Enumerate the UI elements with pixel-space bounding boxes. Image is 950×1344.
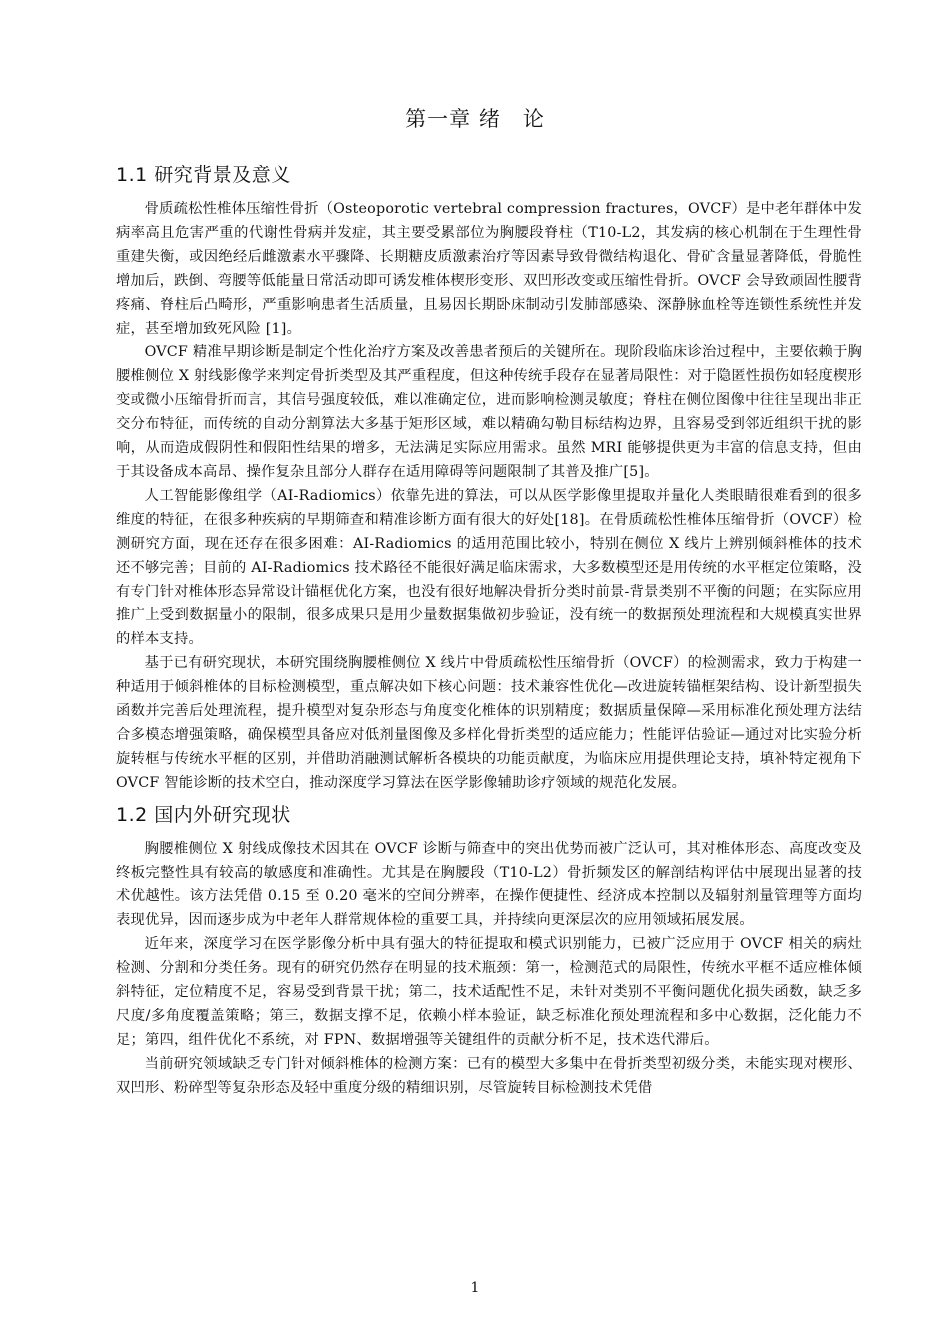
chapter-title: 第一章 绪 论: [405, 107, 545, 131]
paragraph: OVCF 精准早期诊断是制定个性化治疗方案及改善患者预后的关键所在。现阶段临床诊治过程中，主要依赖于胸腰椎侧位 X 射线影像学来判定骨折类型及其严重程度，但这种传统手段存在显著局限性：对于隐匿性损伤如轻度楔形变或微小压缩骨折而言，其信号强度较低，难以准确定位，进而影响检测灵敏度；脊柱在侧位图像中往往呈现出非正交分布特征，而传统的自动分割算法大多基于矩形区域，难以精确勾勒目标结构边界，且容易受到邻近组织干扰的影响，从而造成假阴性和假阳性结果的增多，无法满足实际应用需求。虽然 MRI 能够提供更为丰富的信息支持，但由于其设备成本高昂、操作复杂且部分人群存在适用障碍等问题限制了其普及推广[5]。: [116, 344, 862, 480]
page-number: 1: [470, 1280, 480, 1296]
paragraph: 当前研究领域缺乏专门针对倾斜椎体的检测方案：已有的模型大多集中在骨折类型初级分类，未能实现对楔形、双凹形、粉碎型等复杂形态及轻中重度分级的精细识别，尽管旋转目标检测技术凭借: [116, 1055, 862, 1096]
paragraph: 人工智能影像组学（AI-Radiomics）依靠先进的算法，可以从医学影像里提取并量化人类眼睛很难看到的很多维度的特征，在很多种疾病的早期筛查和精准诊断方面有很大的好处[18]。在骨质疏松性椎体压缩骨折（OVCF）检测研究方面，现在还存在很多困难：AI-Radiomics 的适用范围比较小，特别在侧位 X 线片上辨别倾斜椎体的技术还不够完善；目前的 AI-Radiomics 技术路径不能很好满足临床需求，大多数模型还是用传统的水平框定位策略，没有专门针对椎体形态异常设计锚框优化方案，也没有很好地解决骨折分类时前景-背景类别不平衡的问题；在实际应用推广上受到数据量小的限制，很多成果只是用少量数据集做初步验证，没有统一的数据预处理流程和大规模真实世界的样本支持。: [116, 487, 862, 648]
paragraph: 基于已有研究现状，本研究围绕胸腰椎侧位 X 线片中骨质疏松性压缩骨折（OVCF）的检测需求，致力于构建一种适用于倾斜椎体的目标检测模型，重点解决如下核心问题：技术兼容性优化—改进旋转锚框架结构、设计新型损失函数并完善后处理流程，提升模型对复杂形态与角度变化椎体的识别精度；数据质量保障—采用标准化预处理方法结合多模态增强策略，确保模型具备应对低剂量图像及多样化骨折类型的适应能力；性能评估验证—通过对比实验分析旋转框与传统水平框的区别，并借助消融测试解析各模块的功能贡献度，为临床应用提供理论支持，填补特定视角下 OVCF 智能诊断的技术空白，推动深度学习算法在医学影像辅助诊疗领域的规范化发展。: [116, 655, 862, 791]
paragraph: 骨质疏松性椎体压缩性骨折（Osteoporotic vertebral compression fractures，OVCF）是中老年群体中发病率高且危害严重的代谢性骨病并发症，其主要受累部位为胸腰段脊柱（T10-L2，其发病的核心机制在于生理性骨重建失衡，或因绝经后雌激素水平骤降、长期糖皮质激素治疗等因素导致骨微结构退化、骨矿含量显著降低，骨脆性增加后，跌倒、弯腰等低能量日常活动即可诱发椎体楔形变形、双凹形改变或压缩性骨折。OVCF 会导致顽固性腰背疼痛、脊柱后凸畸形，严重影响患者生活质量，且易因长期卧床制动引发肺部感染、深静脉血栓等连锁性系统性并发症，甚至增加致死风险 [1]。: [116, 201, 862, 337]
paragraph: 胸腰椎侧位 X 射线成像技术因其在 OVCF 诊断与筛查中的突出优势而被广泛认可，其对椎体形态、高度改变及终板完整性具有较高的敏感度和准确性。尤其是在胸腰段（T10-L2）骨折频发区的解剖结构评估中展现出显著的技术优越性。该方法凭借 0.15 至 0.20 毫米的空间分辨率，在操作便捷性、经济成本控制以及辐射剂量管理等方面均表现优异，因而逐步成为中老年人群常规体检的重要工具，并持续向更深层次的应用领域拓展发展。: [116, 840, 862, 929]
document-body: [116, 160, 862, 1101]
paragraph: 近年来，深度学习在医学影像分析中具有强大的特征提取和模式识别能力，已被广泛应用于 OVCF 相关的病灶检测、分割和分类任务。现有的研究仍然存在明显的技术瓶颈：第一，检测范式的局限性，传统水平框不适应椎体倾斜特征，定位精度不足，容易受到背景干扰；第二，技术适配性不足，未针对类别不平衡问题优化损失函数，缺乏多尺度/多角度覆盖策略；第三，数据支撑不足，依赖小样本验证，缺乏标准化预处理流程和多中心数据，泛化能力不足；第四，组件优化不系统，对 FPN、数据增强等关键组件的贡献分析不足，技术迭代滞后。: [116, 936, 862, 1048]
section-heading-1-2: 1.2 国内外研究现状: [116, 803, 291, 826]
section-heading-1-1: 1.1 研究背景及意义: [116, 164, 291, 186]
